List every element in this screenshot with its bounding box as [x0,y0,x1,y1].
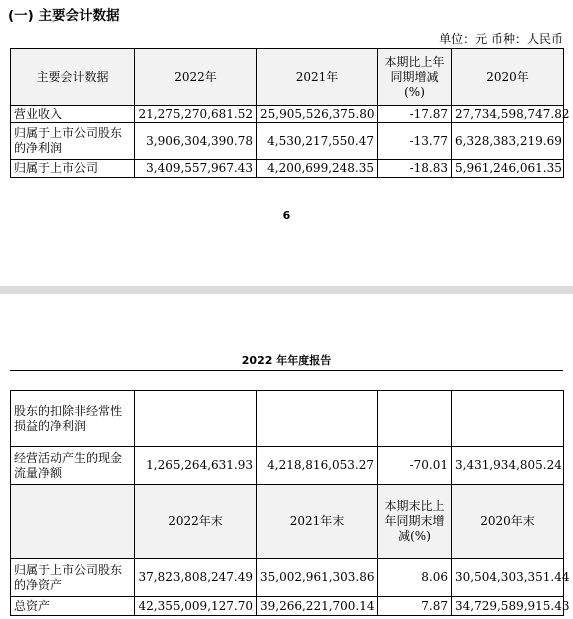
value-cell: 3,409,557,967.43 [135,160,257,178]
table-header-row [11,485,564,559]
key-accounting-data-table [10,48,570,178]
table-row [11,391,564,447]
value-cell: 27,734,598,747.82 [452,106,564,123]
row-label: 经营活动产生的现金流量净额 [11,447,135,485]
value-cell: 3,906,304,390.78 [135,123,257,160]
change-cell: -70.01 [378,447,452,485]
change-cell: -17.87 [378,106,452,123]
value-cell: 4,200,699,248.35 [257,160,378,178]
table-header-row [11,49,564,106]
table-row [11,597,564,616]
table-row [11,106,564,123]
page-number: 6 [282,209,291,222]
section-title: (一) 主要会计数据 [8,8,120,24]
value-cell: 25,905,526,375.80 [257,106,378,123]
change-cell: 7.87 [378,597,452,616]
value-cell: 4,530,217,550.47 [257,123,378,160]
row-label: 总资产 [11,597,135,616]
header-cell: 2022年 [135,49,257,106]
row-label: 归属于上市公司股东的净利润 [11,123,135,160]
row-label: 股东的扣除非经常性损益的净利润 [11,391,135,447]
header-rule [10,370,563,371]
value-cell: 42,355,009,127.70 [135,597,257,616]
value-cell [135,391,257,447]
value-cell: 3,431,934,805.24 [452,447,564,485]
header-cell: 2021年末 [257,485,378,559]
value-cell [257,391,378,447]
header-cell: 本期比上年同期增减(%) [378,49,452,106]
value-cell: 5,961,246,061.35 [452,160,564,178]
page-break [0,286,573,294]
value-cell: 39,266,221,700.14 [257,597,378,616]
table-row [11,123,564,160]
value-cell: 35,002,961,303.86 [257,559,378,597]
header-cell: 2022年末 [135,485,257,559]
value-cell: 6,328,383,219.69 [452,123,564,160]
key-accounting-data-table-continued [10,390,570,616]
header-cell [11,485,135,559]
header-cell: 2021年 [257,49,378,106]
value-cell: 30,504,303,351.44 [452,559,564,597]
value-cell: 1,265,264,631.93 [135,447,257,485]
change-cell [378,391,452,447]
header-cell: 2020年末 [452,485,564,559]
change-cell: -13.77 [378,123,452,160]
value-cell: 37,823,808,247.49 [135,559,257,597]
header-cell: 本期末比上年同期末增减(%) [378,485,452,559]
change-cell: 8.06 [378,559,452,597]
row-label: 营业收入 [11,106,135,123]
unit-currency-note: 单位：元 币种：人民币 [439,32,563,46]
table-row [11,447,564,485]
header-cell: 主要会计数据 [11,49,135,106]
value-cell [452,391,564,447]
value-cell: 4,218,816,053.27 [257,447,378,485]
report-header: 2022 年年度报告 [241,354,332,367]
value-cell: 21,275,270,681.52 [135,106,257,123]
change-cell: -18.83 [378,160,452,178]
header-cell: 2020年 [452,49,564,106]
value-cell: 34,729,589,915.43 [452,597,564,616]
table-row [11,559,564,597]
table-row [11,160,564,178]
row-label: 归属于上市公司 [11,160,135,178]
row-label: 归属于上市公司股东的净资产 [11,559,135,597]
